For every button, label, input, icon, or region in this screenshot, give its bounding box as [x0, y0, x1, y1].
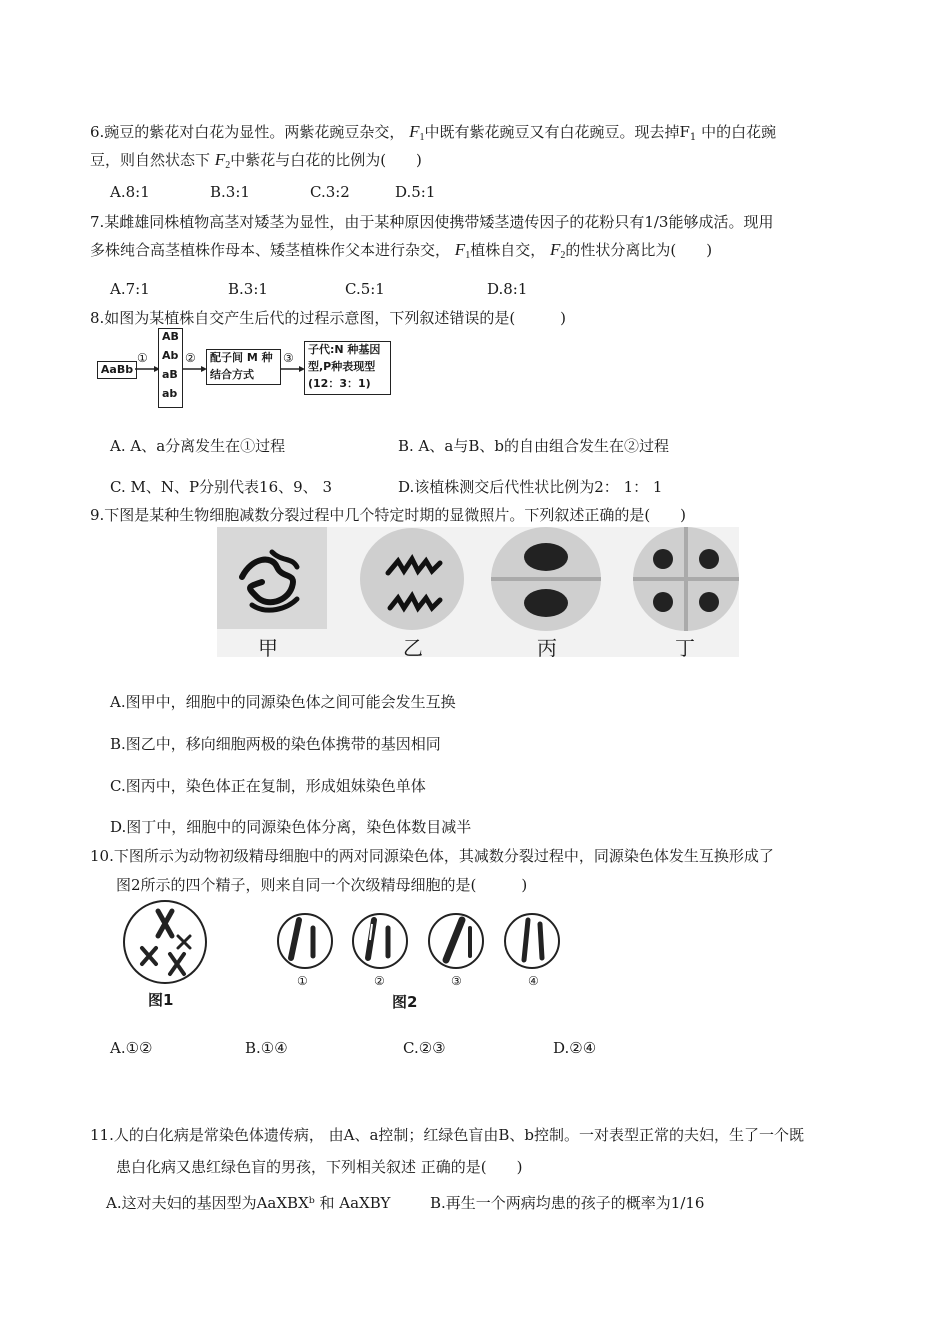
q9-option-c: C.图丙中，染色体正在复制，形成姐妹染色单体	[110, 777, 426, 795]
f2-symbol: $F_2$	[214, 150, 231, 171]
q10-option-a: A.①②	[110, 1039, 153, 1057]
photo-label-ding: 丁	[675, 636, 695, 660]
sperm-label-2: ②	[374, 974, 385, 988]
q11-option-a: A.这对夫妇的基因型为AaXBXᵇ 和 AaXBY	[106, 1194, 391, 1212]
f1-symbol: $F_1$	[409, 122, 425, 143]
q11-option-b: B.再生一个两病均患的孩子的概率为1/16	[430, 1194, 705, 1212]
step-1-label: ①	[137, 351, 148, 365]
sperm-3-cell	[426, 910, 486, 972]
q10-line2: 图2所示的四个精子，则来自同一个次级精母细胞的是( )	[116, 876, 528, 894]
q9-option-d: D.图丁中，细胞中的同源染色体分离，染色体数目减半	[110, 818, 472, 836]
q10-option-b: B.①④	[245, 1039, 288, 1057]
gametes-box: AB Ab aB ab	[158, 328, 183, 408]
step-2-label: ②	[185, 351, 196, 365]
sperm-1-cell	[275, 910, 335, 972]
q8-stem: 8.如图为某植株自交产生后代的过程示意图，下列叙述错误的是( )	[90, 309, 567, 327]
sperm-label-4: ④	[528, 974, 539, 988]
step-3-label: ③	[283, 351, 294, 365]
q6-line1: 6.豌豆的紫花对白花为显性。两紫花豌豆杂交， $F_1$中既有紫花豌豆又有白花豌豆。现去掉$F_1$ 中的白花豌	[90, 122, 777, 143]
offspring-box: 子代:N 种基因 型,P种表现型 (12：3：1)	[304, 341, 391, 395]
sperm-4-cell	[502, 910, 562, 972]
sperm-label-3: ③	[451, 974, 462, 988]
q9-stem: 9.下图是某种生物细胞减数分裂过程中几个特定时期的显微照片。下列叙述正确的是( )	[90, 506, 687, 524]
q11-line1: 11.人的白化病是常染色体遗传病， 由A、a控制；红绿色盲由B、b控制。一对表型正常的夫妇，生了一个既	[90, 1126, 805, 1144]
figure-2-label: 图2	[392, 993, 418, 1011]
q7-option-d: D.8:1	[487, 280, 528, 298]
q9-option-b: B.图乙中，移向细胞两极的染色体携带的基因相同	[110, 735, 441, 753]
photo-label-jia: 甲	[258, 636, 278, 660]
q8-option-b: B. A、a与B、b的自由组合发生在②过程	[398, 437, 669, 455]
q7-line1: 7.某雌雄同株植物高茎对矮茎为显性，由于某种原因使携带矮茎遗传因子的花粉只有1/3能够成活。现用	[90, 213, 774, 231]
q7-option-b: B.3:1	[228, 280, 268, 298]
photo-yi	[360, 528, 464, 630]
figure-1-cell	[120, 896, 210, 988]
q10-option-c: C.②③	[403, 1039, 446, 1057]
q6-line2: 豆，则自然状态下 $F_2$中紫花与白花的比例为( )	[90, 150, 422, 171]
photo-label-bing: 丙	[537, 636, 557, 660]
q6-option-b: B.3:1	[210, 183, 250, 201]
sperm-2-cell	[350, 910, 410, 972]
q6-option-c: C.3:2	[310, 183, 350, 201]
photo-jia	[217, 527, 327, 629]
q10-option-d: D.②④	[553, 1039, 597, 1057]
q7-option-a: A.7:1	[110, 280, 150, 298]
sperm-label-1: ①	[297, 974, 308, 988]
photo-ding	[633, 527, 739, 631]
q9-option-a: A.图甲中，细胞中的同源染色体之间可能会发生互换	[110, 693, 456, 711]
q8-option-d: D.该植株测交后代性状比例为2： 1： 1	[398, 478, 663, 496]
diagram-start-box: AaBb	[97, 361, 137, 379]
q7-line2: 多株纯合高茎植株作母本、矮茎植株作父本进行杂交， $F_1$植株自交， $F_2$的性状分离比为( )	[90, 240, 713, 261]
photo-label-yi: 乙	[403, 636, 423, 660]
figure-1-label: 图1	[148, 991, 174, 1009]
q7-option-c: C.5:1	[345, 280, 385, 298]
q6-option-d: D.5:1	[395, 183, 436, 201]
q6-option-a: A.8:1	[110, 183, 150, 201]
q10-line1: 10.下图所示为动物初级精母细胞中的两对同源染色体，其减数分裂过程中，同源染色体发生互换形成了	[90, 847, 774, 865]
q8-option-a: A. A、a分离发生在①过程	[110, 437, 286, 455]
combination-box: 配子间 M 种 结合方式	[206, 349, 281, 385]
q11-line2: 患白化病又患红绿色盲的男孩，下列相关叙述 正确的是( )	[116, 1158, 523, 1176]
q8-option-c: C. M、N、P分别代表16、9、 3	[110, 478, 332, 496]
photo-bing	[491, 527, 601, 631]
